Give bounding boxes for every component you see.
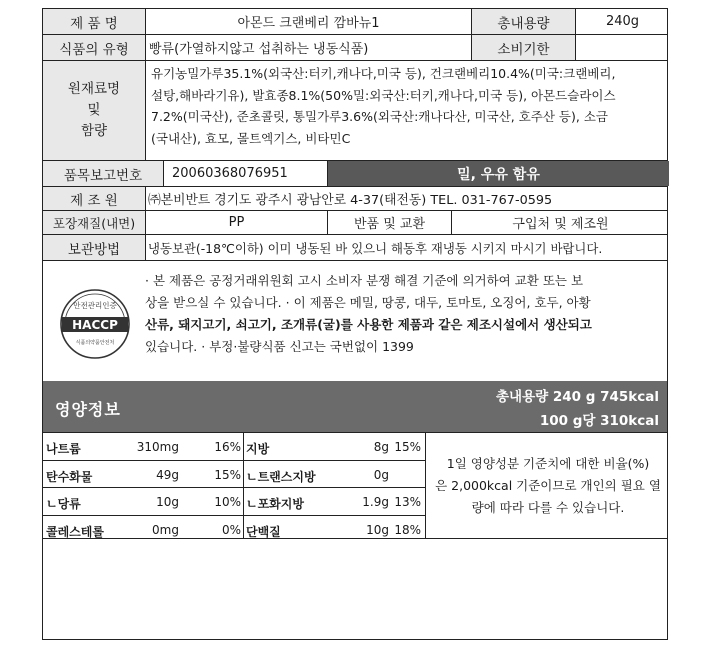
nutrient-name: ㄴ당류	[46, 497, 81, 511]
nutrient-pct: 18%	[394, 522, 421, 537]
nutrient-amount: 0g	[373, 467, 389, 482]
manufacturer: ㈜본비반트 경기도 광주시 광남안로 4-37(태전동) TEL. 031-767-0595	[145, 187, 669, 210]
ingredients-line: (국내산), 효모, 몰트엑기스, 비타민C	[151, 130, 351, 146]
nutrition-row	[43, 433, 425, 461]
haccp-main-text: HACCP	[72, 318, 118, 332]
daily-note-line: 1일 영양성분 기준치에 대한 비율(%)	[446, 456, 650, 471]
nutrient-amount: 1.9g	[362, 495, 389, 509]
net-weight: 240g	[575, 9, 669, 34]
storage-row	[43, 235, 667, 261]
nutrient-name: 탄수화물	[46, 469, 93, 484]
storage: 냉동보관(-18℃이하) 이미 냉동된 바 있으니 해동후 재냉동 시키지 마시기 바랍니다.	[145, 235, 669, 260]
expiry-label: 소비기한	[471, 35, 575, 60]
nutrient-pct: 15%	[214, 467, 241, 482]
ingredients-label	[43, 61, 145, 160]
ingredients-text	[145, 61, 669, 160]
nutrient-amount: 10g	[366, 522, 389, 537]
return-value: 구입처 및 제조원	[451, 211, 669, 234]
product-name-row	[43, 9, 667, 35]
nutrition-row	[43, 488, 425, 516]
nutrient-amount: 0mg	[152, 522, 179, 537]
net-weight-label: 총내용량	[471, 9, 575, 34]
food-type-row	[43, 35, 667, 61]
nutrition-row	[43, 461, 425, 489]
ingredients-line: 설탕,해바라기유), 발효종8.1%(50%밀:외국산:터키,캐나다,미국 등), 아몬드슬라이스	[151, 87, 616, 103]
notice-line: · 본 제품은 공정거래위원회 고시 소비자 분쟁 해결 기준에 의거하여 교환 또는 보	[145, 273, 584, 288]
notice-line: 있습니다. · 부정·불량식품 신고는 국번없이 1399	[145, 339, 414, 354]
daily-note-line: 량에 따라 다를 수 있습니다.	[471, 500, 625, 515]
notice-line: 산류, 돼지고기, 쇠고기, 조개류(굴)를 사용한 제품과 같은 제조시설에서 생산되고	[145, 317, 592, 332]
report-row	[43, 161, 667, 187]
nutrient-name: 지방	[246, 442, 270, 456]
product-name-label: 제 품 명	[43, 9, 145, 34]
ingredients-label-line-3: 함량	[80, 123, 108, 139]
report-no: 20060368076951	[163, 161, 327, 186]
ingredients-line: 유기농밀가루35.1%(외국산:터키,캐나다,미국 등), 건크랜베리10.4%(미국:크랜베리,	[151, 66, 616, 81]
notice-row	[43, 261, 667, 381]
packaging-label: 포장재질(내면)	[43, 211, 145, 234]
nutrition-title: 영양정보	[55, 400, 121, 419]
expiry-value	[575, 35, 669, 60]
nutrition-header	[43, 381, 667, 433]
nutrient-amount: 49g	[156, 467, 179, 482]
nutrient-name: 나트륨	[46, 442, 81, 456]
packaging-row	[43, 211, 667, 235]
daily-value-note	[427, 433, 669, 539]
haccp-logo-icon	[59, 288, 131, 360]
nutrient-amount: 10g	[156, 495, 179, 509]
nutrient-pct: 10%	[214, 495, 241, 509]
nutrient-pct: 15%	[394, 440, 421, 454]
report-no-label: 품목보고번호	[43, 161, 163, 186]
nutrient-name: ㄴ포화지방	[246, 497, 304, 511]
daily-note-line: 은 2,000kcal 기준이므로 개인의 필요 열	[435, 478, 661, 493]
nutrition-total: 총내용량 240 g 745kcal	[495, 389, 659, 405]
manufacturer-label: 제 조 원	[43, 187, 145, 210]
product-name: 아몬드 크랜베리 깜바뉴1	[145, 9, 471, 34]
nutrient-amount: 310mg	[136, 440, 179, 454]
notice-text	[145, 261, 669, 381]
nutrient-pct: 16%	[214, 440, 241, 454]
nutrition-per100: 100 g당 310kcal	[539, 413, 659, 429]
nutrient-pct: 13%	[394, 495, 421, 509]
packaging: PP	[145, 211, 327, 234]
haccp-top-text: 안전관리인증	[73, 301, 117, 310]
food-type: 빵류(가열하지않고 섭취하는 냉동식품)	[145, 35, 471, 60]
nutrient-pct: 0%	[221, 522, 241, 537]
allergen-notice: 밀, 우유 함유	[327, 161, 669, 186]
nutrient-name: ㄴ트랜스지방	[246, 469, 316, 484]
ingredients-label-line-2: 및	[87, 102, 101, 118]
return-label: 반품 및 교환	[327, 211, 451, 234]
nutrient-amount: 8g	[373, 440, 389, 454]
haccp-bottom-text: 식품의약품안전처	[75, 340, 115, 346]
product-label	[42, 8, 668, 640]
manufacturer-row	[43, 187, 667, 211]
ingredients-label-line-1: 원재료명	[67, 81, 121, 97]
nutrient-name: 단백질	[246, 524, 281, 539]
notice-line: 상을 받으실 수 있습니다. · 이 제품은 메밀, 땅콩, 대두, 토마토, 오징어, 호두, 아황	[145, 295, 591, 310]
ingredients-line: 7.2%(미국산), 준초콜릿, 통밀가루3.6%(외국산:캐나다산, 미국산, 호주산 등), 소금	[151, 109, 608, 124]
nutrition-row	[43, 516, 425, 544]
storage-label: 보관방법	[43, 235, 145, 260]
nutrient-name: 콜레스테롤	[46, 524, 104, 539]
food-type-label: 식품의 유형	[43, 35, 145, 60]
ingredients-row	[43, 61, 667, 161]
nutrition-table	[43, 433, 667, 539]
